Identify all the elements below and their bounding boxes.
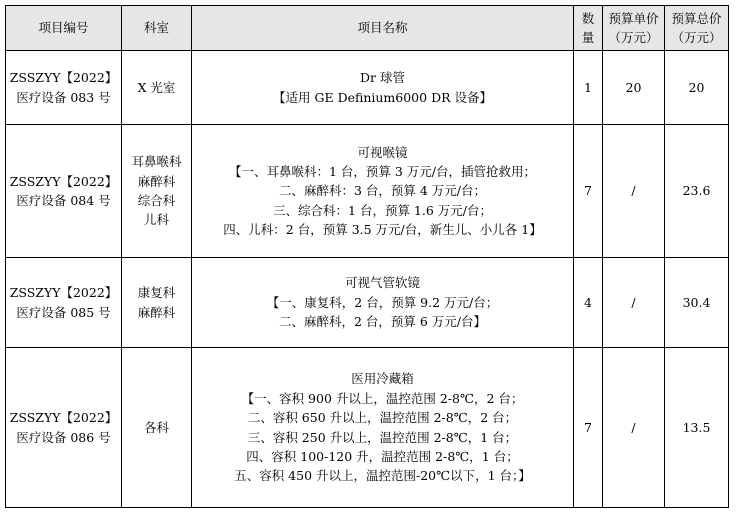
cell-project-name (192, 258, 574, 348)
dept-line: 儿科 (143, 212, 169, 228)
dept-line: X 光室 (137, 79, 176, 95)
dept-line: 康复科 (137, 285, 176, 301)
header-row (6, 6, 729, 51)
table-row (6, 125, 729, 258)
code-line: 医疗设备 083 号 (16, 89, 111, 105)
code-line: ZSSZYY【2022】 (9, 285, 118, 301)
name-line: 四、容积 100-120 升，温控范围 2-8℃，1 台； (246, 448, 519, 464)
cell-project-code (6, 348, 122, 508)
header-total-price-unit: （万元） (671, 30, 722, 45)
name-line: 二、容积 650 升以上，温控范围 2-8℃，2 台； (247, 410, 518, 426)
cell-total-price: 13.5 (665, 348, 729, 508)
code-line: ZSSZYY【2022】 (9, 410, 118, 426)
table-row (6, 258, 729, 348)
name-line: 二、麻醉科：3 台，预算 4 万元/台； (278, 183, 487, 199)
name-line: 【适用 GE Definium6000 DR 设备】 (273, 89, 492, 105)
name-line: 【一、康复科，2 台，预算 9.2 万元/台； (266, 294, 499, 310)
cell-project-code (6, 258, 122, 348)
code-line: ZSSZYY【2022】 (9, 173, 118, 189)
code-line: ZSSZYY【2022】 (9, 70, 118, 86)
cell-total-price: 20 (665, 51, 729, 125)
name-line: 三、综合科：1 台，预算 1.6 万元/台； (273, 202, 492, 218)
cell-department (122, 348, 192, 508)
header-department: 科室 (122, 6, 192, 51)
dept-line: 麻醉科 (137, 304, 176, 320)
table-row (6, 51, 729, 125)
header-unit-price-unit: （万元） (608, 30, 659, 45)
cell-project-name (192, 348, 574, 508)
name-line: 五、容积 450 升以上，温控范围-20℃以下，1 台；】 (234, 468, 531, 484)
cell-unit-price: / (603, 348, 665, 508)
dept-line: 综合科 (137, 193, 176, 208)
cell-department (122, 51, 192, 125)
header-project-name: 项目名称 (192, 6, 574, 51)
cell-unit-price: / (603, 258, 665, 348)
header-quantity: 数量 (574, 6, 603, 51)
table-row (6, 348, 729, 508)
code-line: 医疗设备 086 号 (16, 429, 111, 445)
code-line: 医疗设备 085 号 (16, 304, 111, 320)
header-unit-price (603, 6, 665, 51)
cell-department (122, 125, 192, 258)
name-line: 【一、容积 900 升以上，温控范围 2-8℃，2 台； (241, 390, 524, 406)
cell-project-code (6, 125, 122, 258)
header-total-price (665, 6, 729, 51)
name-line: 可视气管软镜 (344, 275, 420, 291)
name-line: 四、儿科：2 台，预算 3.5 万元/台，新生儿、小儿各 1】 (223, 222, 542, 238)
dept-line: 麻醉科 (137, 173, 176, 189)
cell-unit-price: / (603, 125, 665, 258)
procurement-table (5, 5, 729, 508)
cell-project-name (192, 51, 574, 125)
dept-line: 耳鼻喉科 (131, 154, 182, 170)
header-total-price-line: 预算总价 (671, 10, 722, 26)
header-unit-price-line: 预算单价 (608, 10, 659, 26)
header-project-code: 项目编号 (6, 6, 122, 51)
cell-total-price: 23.6 (665, 125, 729, 258)
cell-department (122, 258, 192, 348)
cell-quantity: 4 (574, 258, 603, 348)
cell-unit-price: 20 (603, 51, 665, 125)
name-line: 三、容积 250 升以上，温控范围 2-8℃，1 台； (247, 429, 518, 445)
name-line: 医用冷藏箱 (351, 371, 414, 387)
cell-total-price: 30.4 (665, 258, 729, 348)
code-line: 医疗设备 084 号 (16, 193, 111, 208)
cell-project-code (6, 51, 122, 125)
cell-project-name (192, 125, 574, 258)
cell-quantity: 7 (574, 125, 603, 258)
dept-line: 各科 (143, 419, 169, 435)
cell-quantity: 1 (574, 51, 603, 125)
cell-quantity: 7 (574, 348, 603, 508)
name-line: 可视喉镜 (357, 144, 408, 160)
name-line: 【一、耳鼻喉科：1 台，预算 3 万元/台，插管抢救用； (228, 163, 537, 179)
name-line: 二、麻醉科，2 台，预算 6 万元/台】 (278, 314, 487, 330)
name-line: Dr 球管 (360, 70, 405, 86)
